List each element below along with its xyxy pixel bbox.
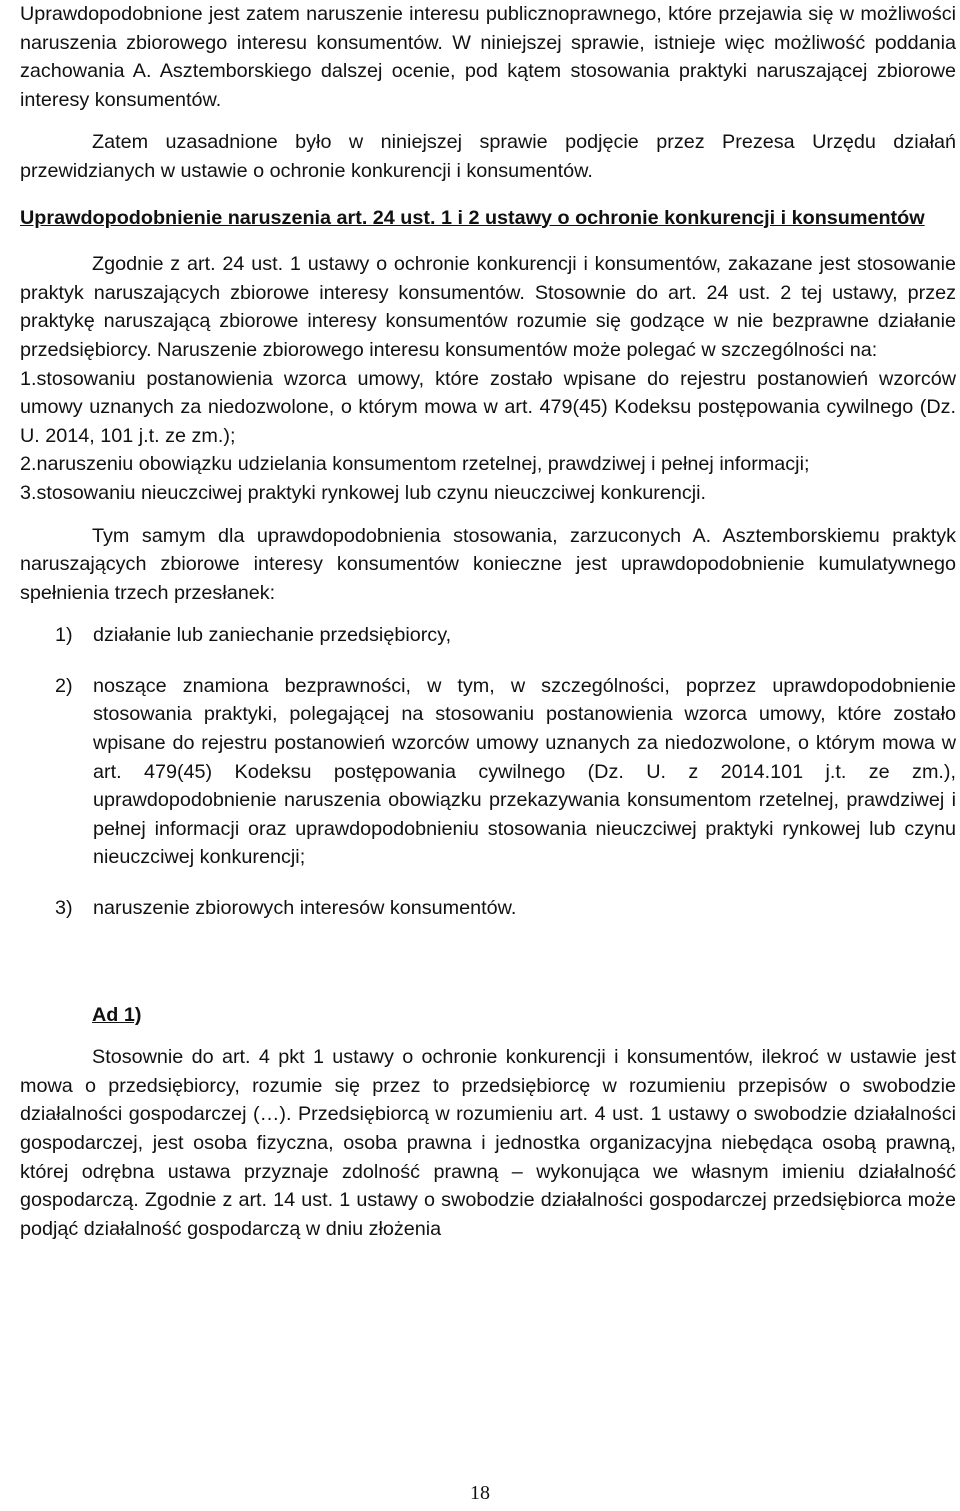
- condition-item: [20, 894, 956, 923]
- condition-text: noszące znamiona bezprawności, w tym, w szczególności, poprzez uprawdopodobnienie stosowania praktyki, polegającej na stosowaniu postanowienia wzorca umowy, które zostało wpisane do rejestru postanowień wzorców umowy uznanych za niedozwolone, o którym mowa w art. 479(45) Kodeksu postępowania cywilnego (Dz. U. z 2014.101 j.t. ze zm.), uprawdopodobnienie naruszenia obowiązku przekazywania konsumentom rzetelnej, prawdziwej i pełnej informacji oraz uprawdopodobnieniu stosowania nieuczciwej praktyki rynkowej lub czynu nieuczciwej konkurencji;: [93, 674, 956, 869]
- therefore-paragraph: Tym samym dla uprawdopodobnienia stosowania, zarzuconych A. Asztemborskiemu praktyk naruszających zbiorowe interesy konsumentów konieczne jest uprawdopodobnienie kumulatywnego spełnienia trzech przesłanek:: [20, 524, 956, 604]
- list-item-1: 1.stosowaniu postanowienia wzorca umowy, które zostało wpisane do rejestru postanowień wzorców umowy uznanych za niedozwolone, o którym mowa w art. 479(45) Kodeksu postępowania cywilnego (Dz. U. 2014, 101 j.t. ze zm.);: [20, 367, 956, 447]
- document-page: [20, 0, 956, 1243]
- ad1-heading: Ad 1): [92, 1003, 142, 1026]
- condition-number: 1): [55, 624, 73, 647]
- section-heading: Uprawdopodobnienie naruszenia art. 24 ust. 1 i 2 ustawy o ochronie konkurencji i konsumentów: [20, 206, 925, 229]
- page-number: 18: [470, 1482, 490, 1504]
- condition-number: 2): [55, 674, 73, 697]
- condition-item: [20, 672, 956, 872]
- justified-paragraph: Zatem uzasadnione było w niniejszej sprawie podjęcie przez Prezesa Urzędu działań przewidzianych w ustawie o ochronie konkurencji i konsumentów.: [20, 131, 956, 182]
- condition-item: [20, 621, 956, 650]
- condition-text: działanie lub zaniechanie przedsiębiorcy,: [93, 624, 452, 647]
- art24-paragraph: Zgodnie z art. 24 ust. 1 ustawy o ochronie konkurencji i konsumentów, zakazane jest stosowanie praktyk naruszających zbiorowe interesy konsumentów. Stosownie do art. 24 ust. 2 tej ustawy, przez praktykę naruszającą zbiorowe interesy konsumentów rozumie się godzące w nie bezprawne działanie przedsiębiorcy. Naruszenie zbiorowego interesu konsumentów może polegać w szczególności na:: [20, 253, 956, 361]
- conditions-list: [20, 621, 956, 922]
- condition-text: naruszenie zbiorowych interesów konsumentów.: [93, 897, 517, 920]
- list-item-2: 2.naruszeniu obowiązku udzielania konsumentom rzetelnej, prawdziwej i pełnej informacji;: [20, 453, 810, 476]
- condition-number: 3): [55, 897, 73, 920]
- ad1-paragraph: Stosownie do art. 4 pkt 1 ustawy o ochronie konkurencji i konsumentów, ilekroć w ustawie jest mowa o przedsiębiorcy, rozumie się przez to przedsiębiorcę w rozumieniu przepisów o swobodzie działalności gospodarczej (…). Przedsiębiorcą w rozumieniu art. 4 ust. 1 ustawy o swobodzie działalności gospodarczej, jest osoba fizyczna, osoba prawna i jednostka organizacyjna niebędąca osobą prawną, której odrębna ustawa przyznaje zdolność prawną – wykonująca we własnym imieniu działalność gospodarczą. Zgodnie z art. 14 ust. 1 ustawy o swobodzie działalności gospodarczej przedsiębiorca może podjąć działalność gospodarczą w dniu złożenia: [20, 1046, 956, 1240]
- list-item-3: 3.stosowaniu nieuczciwej praktyki rynkowej lub czynu nieuczciwej konkurencji.: [20, 481, 707, 504]
- intro-paragraph: Uprawdopodobnione jest zatem naruszenie interesu publicznoprawnego, które przejawia się w możliwości naruszenia zbiorowego interesu konsumentów. W niniejszej sprawie, istnieje więc możliwość poddania zachowania A. Asztemborskiego dalszej ocenie, pod kątem stosowania praktyki naruszającej zbiorowe interesy konsumentów.: [20, 3, 956, 111]
